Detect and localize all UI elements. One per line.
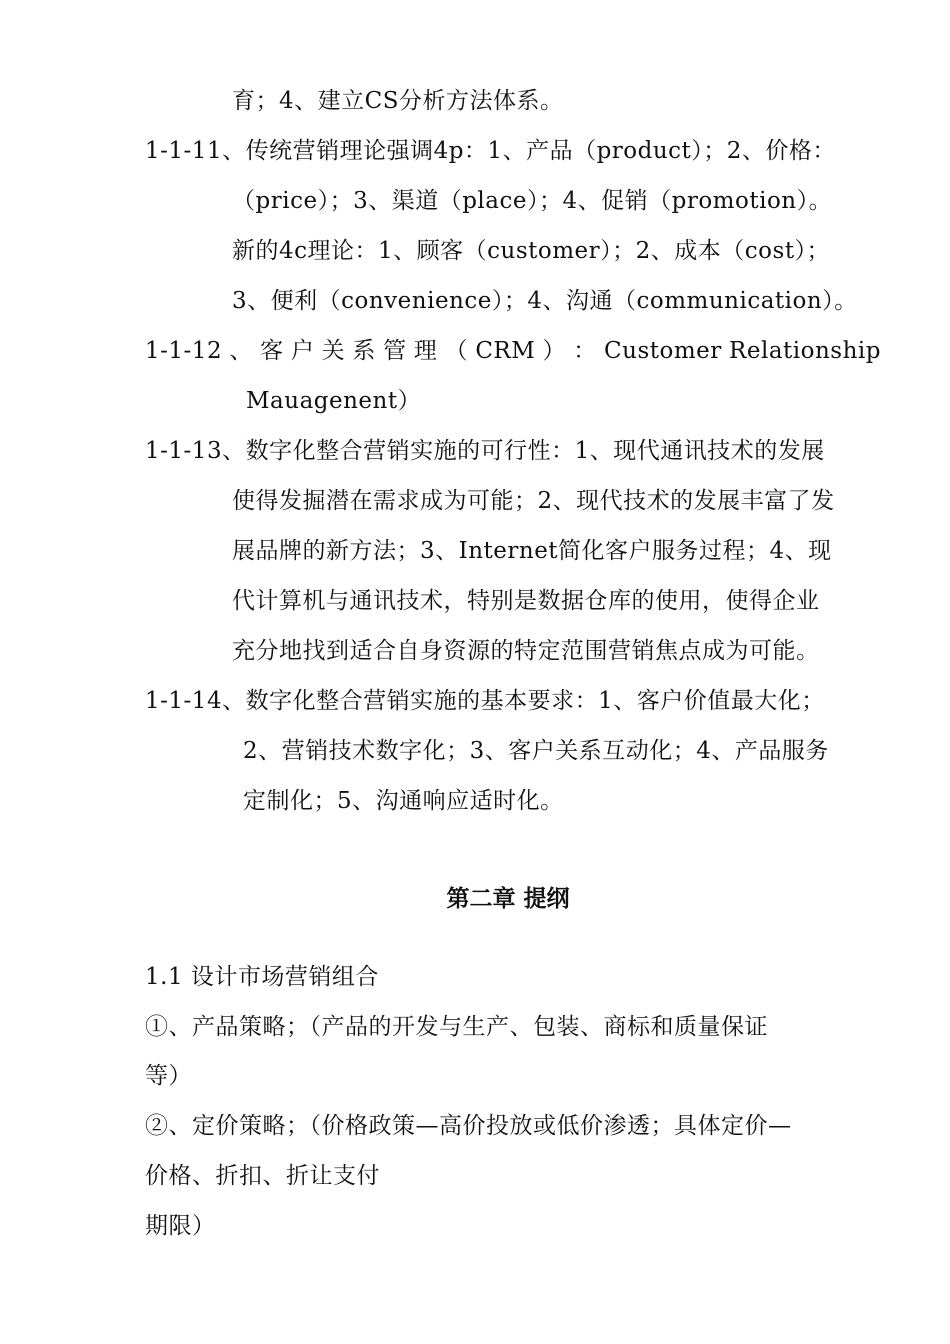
item-1-1-14-line: 1-1-14、数字化整合营销实施的基本要求：1、客户价值最大化； xyxy=(145,688,825,714)
text-segment: 关 xyxy=(321,338,346,364)
text-line: Mauagenent） xyxy=(246,388,422,414)
text-segment: CRM xyxy=(475,338,536,364)
text-line: 2、营销技术数字化；3、客户关系互动化；4、产品服务 xyxy=(243,738,829,764)
text-segment: ） xyxy=(542,338,567,364)
text-line: 等） xyxy=(145,1063,192,1089)
item-1-1-11-line: 1-1-11、传统营销理论强调4p：1、产品（product）；2、价格： xyxy=(145,138,836,164)
text-line: 定制化；5、沟通响应适时化。 xyxy=(243,788,564,814)
text-line: 新的4c理论：1、顾客（customer）；2、成本（cost）； xyxy=(232,238,831,264)
list-item: ②、定价策略；（价格政策—高价投放或低价渗透；具体定价— xyxy=(145,1113,792,1139)
chapter-heading: 第二章 提纲 xyxy=(446,886,570,912)
text-segment: 1-1-12 xyxy=(145,338,223,364)
text-line: 使得发掘潜在需求成为可能；2、现代技术的发展丰富了发 xyxy=(232,488,835,514)
text-segment: Relationship xyxy=(729,338,881,364)
list-item: ①、产品策略；（产品的开发与生产、包装、商标和质量保证 xyxy=(145,1014,768,1040)
text-line: （price）；3、渠道（place）；4、促销（promotion）。 xyxy=(232,188,833,214)
text-segment: 管 xyxy=(383,338,407,364)
text-segment: 、 xyxy=(229,338,253,364)
text-segment: 户 xyxy=(290,338,315,364)
text-line: 育；4、建立CS分析方法体系。 xyxy=(232,88,564,114)
text-segment: 理 xyxy=(413,338,438,364)
item-1-1-12-line xyxy=(145,336,881,366)
text-segment: （ xyxy=(444,338,469,364)
text-line: 价格、折扣、折让支付 xyxy=(145,1163,380,1189)
text-segment: 客 xyxy=(260,338,284,364)
text-segment: Customer xyxy=(604,338,722,364)
text-segment: ： xyxy=(573,338,597,364)
text-line: 代计算机与通讯技术，特别是数据仓库的使用，使得企业 xyxy=(232,588,820,614)
text-line: 充分地找到适合自身资源的特定范围营销焦点成为可能。 xyxy=(232,638,820,664)
text-line: 期限） xyxy=(145,1213,216,1239)
section-heading: 1.1 设计市场营销组合 xyxy=(145,964,379,990)
text-line: 展品牌的新方法；3、Internet简化客户服务过程；4、现 xyxy=(232,538,832,564)
item-1-1-13-line: 1-1-13、数字化整合营销实施的可行性：1、现代通讯技术的发展 xyxy=(145,438,825,464)
text-segment: 系 xyxy=(352,338,376,364)
text-line: 3、便利（convenience）；4、沟通（communication）。 xyxy=(232,288,858,314)
